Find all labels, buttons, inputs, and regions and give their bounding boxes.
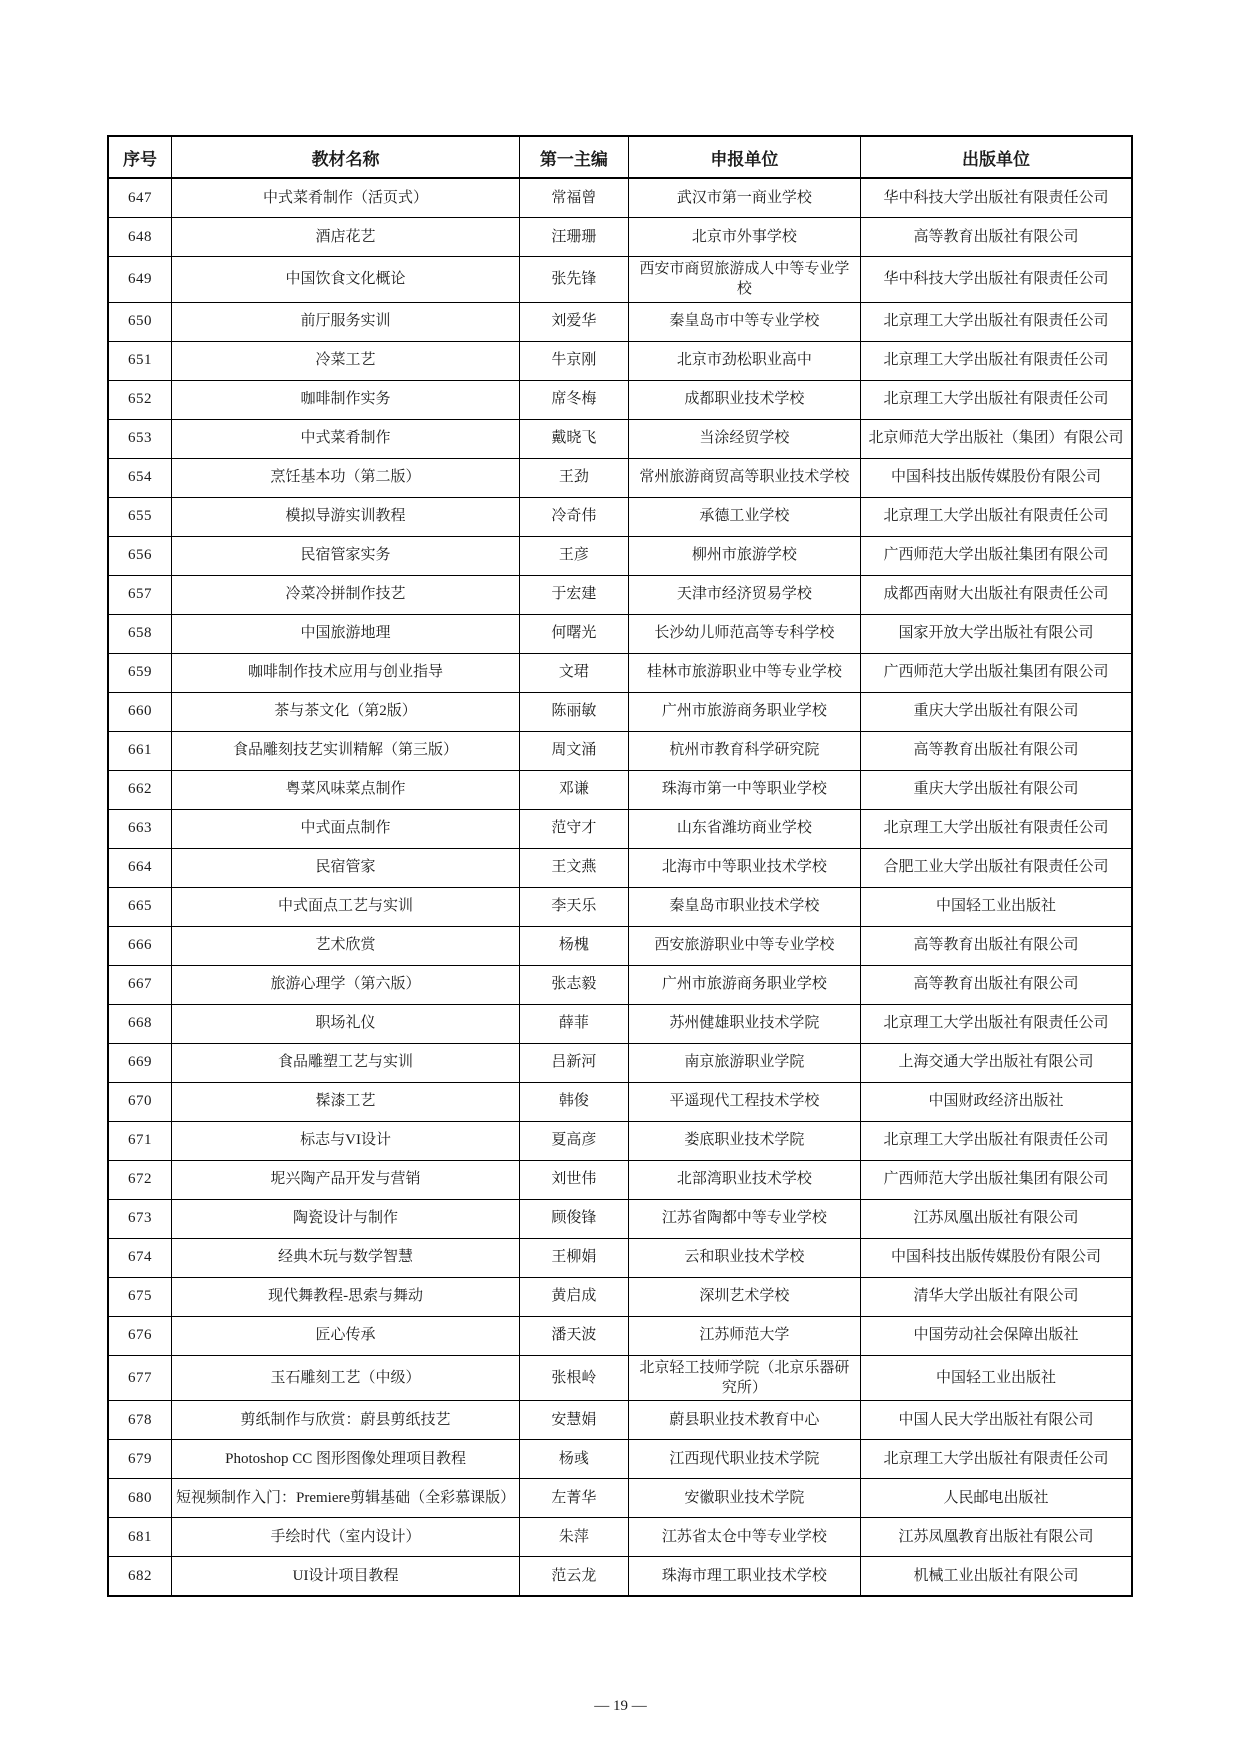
cell-serial: 648	[108, 218, 171, 257]
table-row	[108, 1082, 1132, 1121]
cell-publisher: 北京理工大学出版社有限责任公司	[861, 1004, 1132, 1043]
table-row	[108, 302, 1132, 341]
cell-organization: 江苏省陶都中等专业学校	[628, 1199, 860, 1238]
cell-serial: 652	[108, 380, 171, 419]
cell-serial: 650	[108, 302, 171, 341]
cell-title: 现代舞教程-思索与舞动	[171, 1277, 519, 1316]
cell-editor: 安慧娟	[520, 1401, 629, 1440]
cell-editor: 刘爱华	[520, 302, 629, 341]
cell-title: 食品雕塑工艺与实训	[171, 1043, 519, 1082]
table-row	[108, 341, 1132, 380]
cell-organization: 秦皇岛市职业技术学校	[628, 887, 860, 926]
table-head	[108, 136, 1132, 178]
cell-organization: 武汉市第一商业学校	[628, 178, 860, 218]
cell-publisher: 中国轻工业出版社	[861, 887, 1132, 926]
column-header-organization: 申报单位	[628, 136, 860, 178]
cell-title: 民宿管家实务	[171, 536, 519, 575]
cell-publisher: 广西师范大学出版社集团有限公司	[861, 1160, 1132, 1199]
cell-organization: 北京轻工技师学院（北京乐器研究所）	[628, 1355, 860, 1401]
cell-title: 中式面点制作	[171, 809, 519, 848]
cell-serial: 665	[108, 887, 171, 926]
cell-editor: 王文燕	[520, 848, 629, 887]
cell-serial: 669	[108, 1043, 171, 1082]
cell-serial: 662	[108, 770, 171, 809]
cell-organization: 江苏师范大学	[628, 1316, 860, 1355]
cell-organization: 娄底职业技术学院	[628, 1121, 860, 1160]
table-row	[108, 1121, 1132, 1160]
table-row	[108, 692, 1132, 731]
cell-editor: 常福曾	[520, 178, 629, 218]
cell-organization: 南京旅游职业学院	[628, 1043, 860, 1082]
cell-serial: 682	[108, 1557, 171, 1597]
cell-serial: 680	[108, 1479, 171, 1518]
cell-publisher: 广西师范大学出版社集团有限公司	[861, 536, 1132, 575]
cell-organization: 苏州健雄职业技术学院	[628, 1004, 860, 1043]
table-row	[108, 809, 1132, 848]
cell-editor: 牛京刚	[520, 341, 629, 380]
cell-editor: 张根岭	[520, 1355, 629, 1401]
cell-editor: 朱萍	[520, 1518, 629, 1557]
table-row	[108, 1518, 1132, 1557]
cell-editor: 邓谦	[520, 770, 629, 809]
cell-publisher: 北京理工大学出版社有限责任公司	[861, 497, 1132, 536]
cell-title: 民宿管家	[171, 848, 519, 887]
cell-publisher: 高等教育出版社有限公司	[861, 926, 1132, 965]
cell-title: 职场礼仪	[171, 1004, 519, 1043]
cell-title: 陶瓷设计与制作	[171, 1199, 519, 1238]
cell-organization: 桂林市旅游职业中等专业学校	[628, 653, 860, 692]
cell-editor: 吕新河	[520, 1043, 629, 1082]
cell-serial: 681	[108, 1518, 171, 1557]
cell-serial: 658	[108, 614, 171, 653]
cell-organization: 珠海市理工职业技术学校	[628, 1557, 860, 1597]
cell-serial: 678	[108, 1401, 171, 1440]
table-row	[108, 178, 1132, 218]
cell-editor: 薛菲	[520, 1004, 629, 1043]
column-header-publisher: 出版单位	[861, 136, 1132, 178]
column-header-title: 教材名称	[171, 136, 519, 178]
cell-title: 粤菜风味菜点制作	[171, 770, 519, 809]
cell-publisher: 合肥工业大学出版社有限责任公司	[861, 848, 1132, 887]
cell-editor: 韩俊	[520, 1082, 629, 1121]
cell-title: 咖啡制作实务	[171, 380, 519, 419]
cell-publisher: 人民邮电出版社	[861, 1479, 1132, 1518]
cell-organization: 江苏省太仓中等专业学校	[628, 1518, 860, 1557]
table-row	[108, 1238, 1132, 1277]
cell-editor: 潘天波	[520, 1316, 629, 1355]
cell-editor: 席冬梅	[520, 380, 629, 419]
cell-organization: 柳州市旅游学校	[628, 536, 860, 575]
cell-title: 酒店花艺	[171, 218, 519, 257]
cell-editor: 于宏建	[520, 575, 629, 614]
table-row	[108, 380, 1132, 419]
table-row	[108, 770, 1132, 809]
cell-publisher: 北京理工大学出版社有限责任公司	[861, 380, 1132, 419]
cell-title: 茶与茶文化（第2版）	[171, 692, 519, 731]
cell-serial: 675	[108, 1277, 171, 1316]
table-row	[108, 653, 1132, 692]
cell-title: 冷菜工艺	[171, 341, 519, 380]
table-row	[108, 419, 1132, 458]
cell-title: 食品雕刻技艺实训精解（第三版）	[171, 731, 519, 770]
cell-publisher: 中国轻工业出版社	[861, 1355, 1132, 1401]
cell-editor: 汪珊珊	[520, 218, 629, 257]
cell-title: 匠心传承	[171, 1316, 519, 1355]
cell-publisher: 北京理工大学出版社有限责任公司	[861, 1440, 1132, 1479]
cell-organization: 西安旅游职业中等专业学校	[628, 926, 860, 965]
cell-publisher: 中国劳动社会保障出版社	[861, 1316, 1132, 1355]
cell-organization: 江西现代职业技术学院	[628, 1440, 860, 1479]
cell-title: 咖啡制作技术应用与创业指导	[171, 653, 519, 692]
cell-editor: 王劲	[520, 458, 629, 497]
cell-title: 坭兴陶产品开发与营销	[171, 1160, 519, 1199]
cell-title: UI设计项目教程	[171, 1557, 519, 1597]
page-number: — 19 —	[594, 1698, 647, 1714]
cell-title: 中式菜肴制作	[171, 419, 519, 458]
cell-serial: 671	[108, 1121, 171, 1160]
cell-title: 剪纸制作与欣赏：蔚县剪纸技艺	[171, 1401, 519, 1440]
cell-editor: 张志毅	[520, 965, 629, 1004]
cell-serial: 667	[108, 965, 171, 1004]
cell-title: 中式面点工艺与实训	[171, 887, 519, 926]
cell-publisher: 北京师范大学出版社（集团）有限公司	[861, 419, 1132, 458]
table-row	[108, 1004, 1132, 1043]
cell-serial: 654	[108, 458, 171, 497]
table-row	[108, 1355, 1132, 1401]
cell-publisher: 华中科技大学出版社有限责任公司	[861, 257, 1132, 303]
cell-title: 旅游心理学（第六版）	[171, 965, 519, 1004]
cell-title: 髹漆工艺	[171, 1082, 519, 1121]
cell-publisher: 中国科技出版传媒股份有限公司	[861, 1238, 1132, 1277]
table-row	[108, 218, 1132, 257]
cell-organization: 当涂经贸学校	[628, 419, 860, 458]
cell-organization: 蔚县职业技术教育中心	[628, 1401, 860, 1440]
cell-editor: 李天乐	[520, 887, 629, 926]
cell-organization: 成都职业技术学校	[628, 380, 860, 419]
cell-title: 艺术欣赏	[171, 926, 519, 965]
cell-publisher: 上海交通大学出版社有限公司	[861, 1043, 1132, 1082]
table-row	[108, 1401, 1132, 1440]
cell-editor: 杨槐	[520, 926, 629, 965]
cell-publisher: 成都西南财大出版社有限责任公司	[861, 575, 1132, 614]
cell-organization: 山东省潍坊商业学校	[628, 809, 860, 848]
cell-organization: 杭州市教育科学研究院	[628, 731, 860, 770]
cell-organization: 天津市经济贸易学校	[628, 575, 860, 614]
cell-organization: 北京市劲松职业高中	[628, 341, 860, 380]
cell-editor: 王彦	[520, 536, 629, 575]
cell-organization: 广州市旅游商务职业学校	[628, 692, 860, 731]
cell-title: 前厅服务实训	[171, 302, 519, 341]
cell-publisher: 重庆大学出版社有限公司	[861, 770, 1132, 809]
cell-editor: 刘世伟	[520, 1160, 629, 1199]
table-row	[108, 731, 1132, 770]
cell-publisher: 中国科技出版传媒股份有限公司	[861, 458, 1132, 497]
table-row	[108, 1557, 1132, 1597]
cell-title: 烹饪基本功（第二版）	[171, 458, 519, 497]
cell-title: 短视频制作入门：Premiere剪辑基础（全彩慕课版）	[171, 1479, 519, 1518]
cell-publisher: 高等教育出版社有限公司	[861, 218, 1132, 257]
cell-organization: 广州市旅游商务职业学校	[628, 965, 860, 1004]
cell-title: 模拟导游实训教程	[171, 497, 519, 536]
cell-publisher: 清华大学出版社有限公司	[861, 1277, 1132, 1316]
cell-organization: 北海市中等职业技术学校	[628, 848, 860, 887]
cell-title: 手绘时代（室内设计）	[171, 1518, 519, 1557]
cell-serial: 656	[108, 536, 171, 575]
cell-serial: 649	[108, 257, 171, 303]
column-header-editor: 第一主编	[520, 136, 629, 178]
table-row	[108, 848, 1132, 887]
cell-editor: 左菁华	[520, 1479, 629, 1518]
cell-serial: 647	[108, 178, 171, 218]
cell-organization: 珠海市第一中等职业学校	[628, 770, 860, 809]
cell-organization: 常州旅游商贸高等职业技术学校	[628, 458, 860, 497]
cell-serial: 660	[108, 692, 171, 731]
cell-editor: 冷奇伟	[520, 497, 629, 536]
cell-publisher: 中国人民大学出版社有限公司	[861, 1401, 1132, 1440]
table-row	[108, 1440, 1132, 1479]
cell-publisher: 北京理工大学出版社有限责任公司	[861, 1121, 1132, 1160]
table-row	[108, 926, 1132, 965]
cell-serial: 653	[108, 419, 171, 458]
table-row	[108, 1043, 1132, 1082]
cell-editor: 戴晓飞	[520, 419, 629, 458]
cell-publisher: 北京理工大学出版社有限责任公司	[861, 809, 1132, 848]
cell-organization: 安徽职业技术学院	[628, 1479, 860, 1518]
table-row	[108, 614, 1132, 653]
cell-serial: 659	[108, 653, 171, 692]
cell-publisher: 国家开放大学出版社有限公司	[861, 614, 1132, 653]
cell-organization: 西安市商贸旅游成人中等专业学校	[628, 257, 860, 303]
cell-publisher: 江苏凤凰出版社有限公司	[861, 1199, 1132, 1238]
table-row	[108, 1160, 1132, 1199]
cell-editor: 陈丽敏	[520, 692, 629, 731]
cell-title: 中国旅游地理	[171, 614, 519, 653]
cell-publisher: 机械工业出版社有限公司	[861, 1557, 1132, 1597]
table-row	[108, 1277, 1132, 1316]
table-row	[108, 497, 1132, 536]
cell-editor: 王柳娟	[520, 1238, 629, 1277]
column-header-serial: 序号	[108, 136, 171, 178]
cell-publisher: 高等教育出版社有限公司	[861, 731, 1132, 770]
cell-editor: 范云龙	[520, 1557, 629, 1597]
cell-editor: 范守才	[520, 809, 629, 848]
cell-serial: 661	[108, 731, 171, 770]
cell-publisher: 北京理工大学出版社有限责任公司	[861, 302, 1132, 341]
cell-publisher: 江苏凤凰教育出版社有限公司	[861, 1518, 1132, 1557]
cell-publisher: 中国财政经济出版社	[861, 1082, 1132, 1121]
cell-title: Photoshop CC 图形图像处理项目教程	[171, 1440, 519, 1479]
table-row	[108, 1479, 1132, 1518]
table-row	[108, 965, 1132, 1004]
cell-organization: 秦皇岛市中等专业学校	[628, 302, 860, 341]
cell-serial: 677	[108, 1355, 171, 1401]
cell-organization: 平遥现代工程技术学校	[628, 1082, 860, 1121]
cell-organization: 云和职业技术学校	[628, 1238, 860, 1277]
cell-title: 玉石雕刻工艺（中级）	[171, 1355, 519, 1401]
cell-editor: 夏高彦	[520, 1121, 629, 1160]
cell-serial: 668	[108, 1004, 171, 1043]
cell-editor: 张先锋	[520, 257, 629, 303]
cell-editor: 文珺	[520, 653, 629, 692]
cell-serial: 664	[108, 848, 171, 887]
table-row	[108, 536, 1132, 575]
table-body	[108, 178, 1132, 1596]
cell-publisher: 北京理工大学出版社有限责任公司	[861, 341, 1132, 380]
cell-organization: 长沙幼儿师范高等专科学校	[628, 614, 860, 653]
document-page-content	[107, 135, 1133, 1597]
table-row	[108, 887, 1132, 926]
cell-serial: 663	[108, 809, 171, 848]
cell-publisher: 华中科技大学出版社有限责任公司	[861, 178, 1132, 218]
cell-title: 中国饮食文化概论	[171, 257, 519, 303]
table-row	[108, 1199, 1132, 1238]
table-row	[108, 458, 1132, 497]
cell-serial: 676	[108, 1316, 171, 1355]
cell-serial: 657	[108, 575, 171, 614]
cell-editor: 顾俊锋	[520, 1199, 629, 1238]
cell-title: 中式菜肴制作（活页式）	[171, 178, 519, 218]
cell-serial: 651	[108, 341, 171, 380]
cell-editor: 杨彧	[520, 1440, 629, 1479]
cell-publisher: 高等教育出版社有限公司	[861, 965, 1132, 1004]
cell-serial: 674	[108, 1238, 171, 1277]
cell-editor: 黄启成	[520, 1277, 629, 1316]
cell-serial: 679	[108, 1440, 171, 1479]
cell-serial: 666	[108, 926, 171, 965]
cell-serial: 655	[108, 497, 171, 536]
table-row	[108, 1316, 1132, 1355]
cell-organization: 北部湾职业技术学校	[628, 1160, 860, 1199]
cell-title: 标志与VI设计	[171, 1121, 519, 1160]
table-row	[108, 257, 1132, 303]
cell-serial: 673	[108, 1199, 171, 1238]
textbook-table	[107, 135, 1133, 1597]
cell-serial: 670	[108, 1082, 171, 1121]
cell-publisher: 重庆大学出版社有限公司	[861, 692, 1132, 731]
cell-title: 经典木玩与数学智慧	[171, 1238, 519, 1277]
cell-organization: 北京市外事学校	[628, 218, 860, 257]
cell-editor: 周文涌	[520, 731, 629, 770]
cell-title: 冷菜冷拼制作技艺	[171, 575, 519, 614]
cell-editor: 何曙光	[520, 614, 629, 653]
cell-publisher: 广西师范大学出版社集团有限公司	[861, 653, 1132, 692]
cell-organization: 承德工业学校	[628, 497, 860, 536]
table-row	[108, 575, 1132, 614]
table-header-row	[108, 136, 1132, 178]
cell-organization: 深圳艺术学校	[628, 1277, 860, 1316]
cell-serial: 672	[108, 1160, 171, 1199]
